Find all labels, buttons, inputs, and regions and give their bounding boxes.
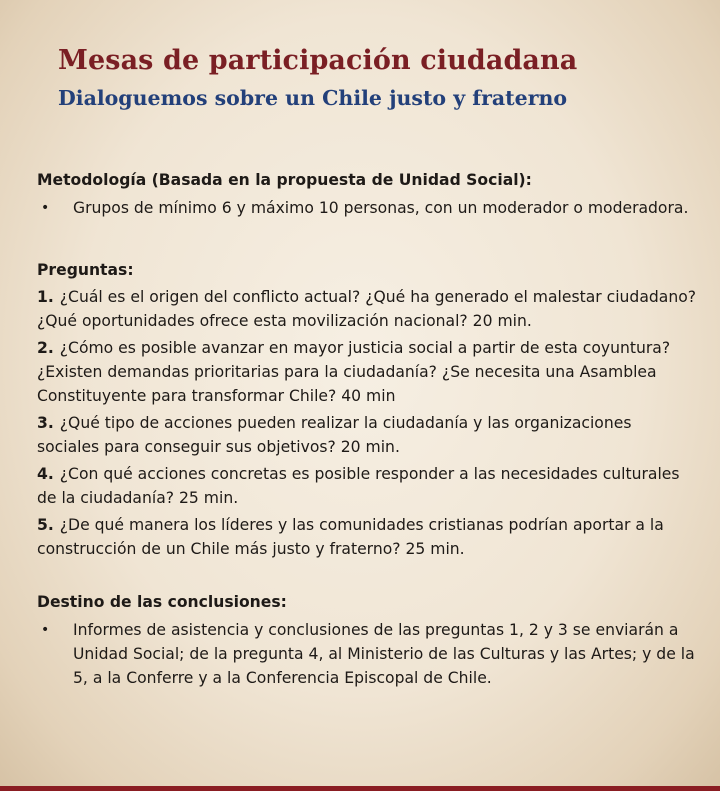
- question-item: [37, 285, 697, 333]
- question-number: 1.: [37, 288, 54, 306]
- question-text: ¿Cuál es el origen del conflicto actual? ¿Qué ha generado el malestar ciudadano?¿Qué oportunidades ofrece esta movilización nacional? 20 min.: [37, 288, 697, 330]
- document-body: [37, 168, 697, 690]
- question-item: [37, 411, 697, 459]
- destination-item-text: Informes de asistencia y conclusiones de las preguntas 1, 2 y 3 se enviarán a Unidad Social; de la pregunta 4, al Ministerio de las Culturas y las Artes; y de la 5, a la Conferre y a la Conferencia Episcopal de Chile.: [73, 621, 695, 687]
- question-number: 2.: [37, 339, 54, 357]
- questions-heading: Preguntas:: [37, 261, 134, 279]
- methodology-item-text: Grupos de mínimo 6 y máximo 10 personas, con un moderador o moderadora.: [73, 199, 689, 217]
- question-number: 4.: [37, 465, 54, 483]
- page-subtitle: Dialoguemos sobre un Chile justo y fraterno: [58, 86, 568, 110]
- question-item: [37, 462, 697, 510]
- question-number: 3.: [37, 414, 54, 432]
- question-item: [37, 513, 697, 561]
- destination-heading: Destino de las conclusiones:: [37, 593, 287, 611]
- question-item: [37, 336, 697, 408]
- question-number: 5.: [37, 516, 54, 534]
- methodology-heading: Metodología (Basada en la propuesta de Unidad Social):: [37, 171, 532, 189]
- methodology-item: [37, 196, 697, 220]
- question-text: ¿Qué tipo de acciones pueden realizar la ciudadanía y las organizaciones sociales para conseguir sus objetivos? 20 min.: [37, 414, 632, 456]
- question-text: ¿Cómo es posible avanzar en mayor justicia social a partir de esta coyuntura? ¿Existen demandas prioritarias para la ciudadanía? ¿Se necesita una Asamblea Constituyente para transformar Chile? 40 min: [37, 339, 671, 405]
- destination-item: [37, 618, 697, 690]
- bullet-icon: •: [41, 622, 50, 638]
- page-title: Mesas de participación ciudadana: [58, 45, 578, 76]
- question-text: ¿De qué manera los líderes y las comunidades cristianas podrían aportar a la construcción de un Chile más justo y fraterno? 25 min.: [37, 516, 664, 558]
- bullet-icon: •: [41, 200, 50, 216]
- question-text: ¿Con qué acciones concretas es posible responder a las necesidades culturales de la ciudadanía? 25 min.: [37, 465, 680, 507]
